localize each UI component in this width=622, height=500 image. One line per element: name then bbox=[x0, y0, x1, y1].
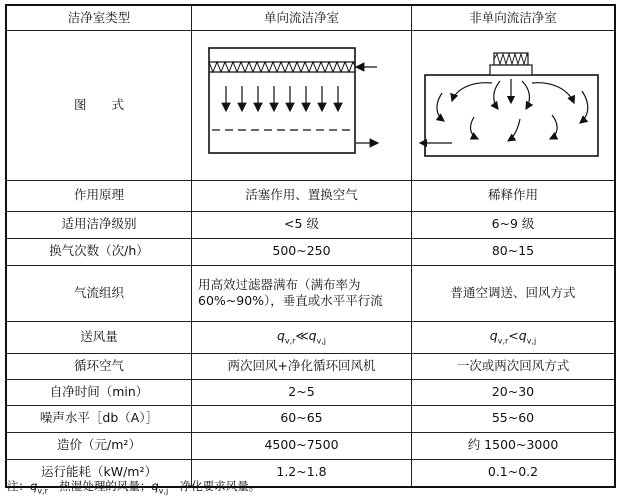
symbol-q: q bbox=[518, 327, 527, 343]
non-unidirectional-diagram-cell bbox=[412, 31, 615, 181]
symbol-subscript: v,j bbox=[316, 336, 327, 346]
unidirectional-value: 1.2~1.8 bbox=[192, 459, 412, 486]
header-unidirectional: 单向流洁净室 bbox=[192, 6, 412, 31]
header-non-unidirectional: 非单向流洁净室 bbox=[412, 6, 615, 31]
table-row bbox=[7, 180, 615, 211]
non-unidirectional-value: 稀释作用 bbox=[412, 180, 615, 211]
unidirectional-flow-diagram bbox=[192, 31, 412, 175]
table-row bbox=[7, 321, 615, 353]
turbulent-flow-arrows bbox=[437, 79, 588, 141]
row-label: 换气次数（次/h） bbox=[7, 238, 192, 265]
relation-symbol: ≪ bbox=[295, 327, 309, 343]
non-unidirectional-value: 80~15 bbox=[412, 238, 615, 265]
symbol-subscript: v,r bbox=[284, 336, 296, 346]
unidirectional-value: <5 级 bbox=[192, 211, 412, 238]
row-label: 运行能耗（kW/m²） bbox=[7, 459, 192, 486]
non-unidirectional-flow-diagram bbox=[412, 31, 615, 175]
symbol-q: q bbox=[276, 327, 285, 343]
symbol-q: q bbox=[30, 479, 38, 493]
symbol-subscript: v,r bbox=[37, 486, 48, 496]
unidirectional-value: 用高效过滤器满布（满布率为60%~90%），垂直或水平平行流 bbox=[192, 265, 412, 321]
row-label: 送风量 bbox=[7, 321, 192, 353]
return-air-arrow bbox=[420, 143, 452, 156]
non-unidirectional-value: 55~60 bbox=[412, 405, 615, 432]
non-unidirectional-value: 约 1500~3000 bbox=[412, 432, 615, 459]
row-label: 自净时间（min） bbox=[7, 379, 192, 405]
unidirectional-diagram-cell bbox=[192, 31, 412, 181]
unidirectional-value: 2~5 bbox=[192, 379, 412, 405]
table-row bbox=[7, 432, 615, 459]
unidirectional-value: 4500~7500 bbox=[192, 432, 412, 459]
footnote-prefix: 注： bbox=[7, 479, 30, 493]
symbol-q: q bbox=[308, 327, 317, 343]
footnote bbox=[7, 478, 260, 495]
diagram-row bbox=[7, 31, 615, 181]
table-row bbox=[7, 238, 615, 265]
unidirectional-value: 500~250 bbox=[192, 238, 412, 265]
unidirectional-value: 60~65 bbox=[192, 405, 412, 432]
table-header-row bbox=[7, 6, 615, 31]
non-unidirectional-value: 普通空调送、回风方式 bbox=[412, 265, 615, 321]
unidirectional-value: 两次回风+净化循环回风机 bbox=[192, 353, 412, 379]
table-row bbox=[7, 211, 615, 238]
footnote-text: —热湿处理的风量； bbox=[47, 479, 152, 493]
diagram-row-label: 图 式 bbox=[7, 31, 192, 181]
symbol-q: q bbox=[151, 479, 159, 493]
symbol-subscript: v,j bbox=[526, 336, 537, 346]
symbol-subscript: v,j bbox=[158, 486, 169, 496]
non-unidirectional-value bbox=[412, 321, 615, 353]
unidirectional-value: 活塞作用、置换空气 bbox=[192, 180, 412, 211]
table-row bbox=[7, 353, 615, 379]
row-label: 造价（元/m²） bbox=[7, 432, 192, 459]
ceiling-filter-unit bbox=[490, 53, 532, 75]
table-row bbox=[7, 379, 615, 405]
row-label: 适用洁净级别 bbox=[7, 211, 192, 238]
row-label: 噪声水平［db（A）］ bbox=[7, 405, 192, 432]
row-label: 作用原理 bbox=[7, 180, 192, 211]
footnote-text: —净化要求风量。 bbox=[168, 479, 261, 493]
row-label: 循环空气 bbox=[7, 353, 192, 379]
relation-symbol: < bbox=[508, 327, 519, 343]
non-unidirectional-value: 20~30 bbox=[412, 379, 615, 405]
header-type: 洁净室类型 bbox=[7, 6, 192, 31]
non-unidirectional-value: 6~9 级 bbox=[412, 211, 615, 238]
non-unidirectional-value: 一次或两次回风方式 bbox=[412, 353, 615, 379]
non-unidirectional-value: 0.1~0.2 bbox=[412, 459, 615, 486]
hepa-filter-band bbox=[209, 62, 355, 72]
symbol-subscript: v,r bbox=[497, 336, 509, 346]
unidirectional-value bbox=[192, 321, 412, 353]
downward-flow-arrows bbox=[226, 86, 338, 111]
symbol-q: q bbox=[489, 327, 498, 343]
table-row bbox=[7, 405, 615, 432]
table-row bbox=[7, 265, 615, 321]
cleanroom-comparison-table bbox=[6, 5, 615, 487]
row-label: 气流组织 bbox=[7, 265, 192, 321]
